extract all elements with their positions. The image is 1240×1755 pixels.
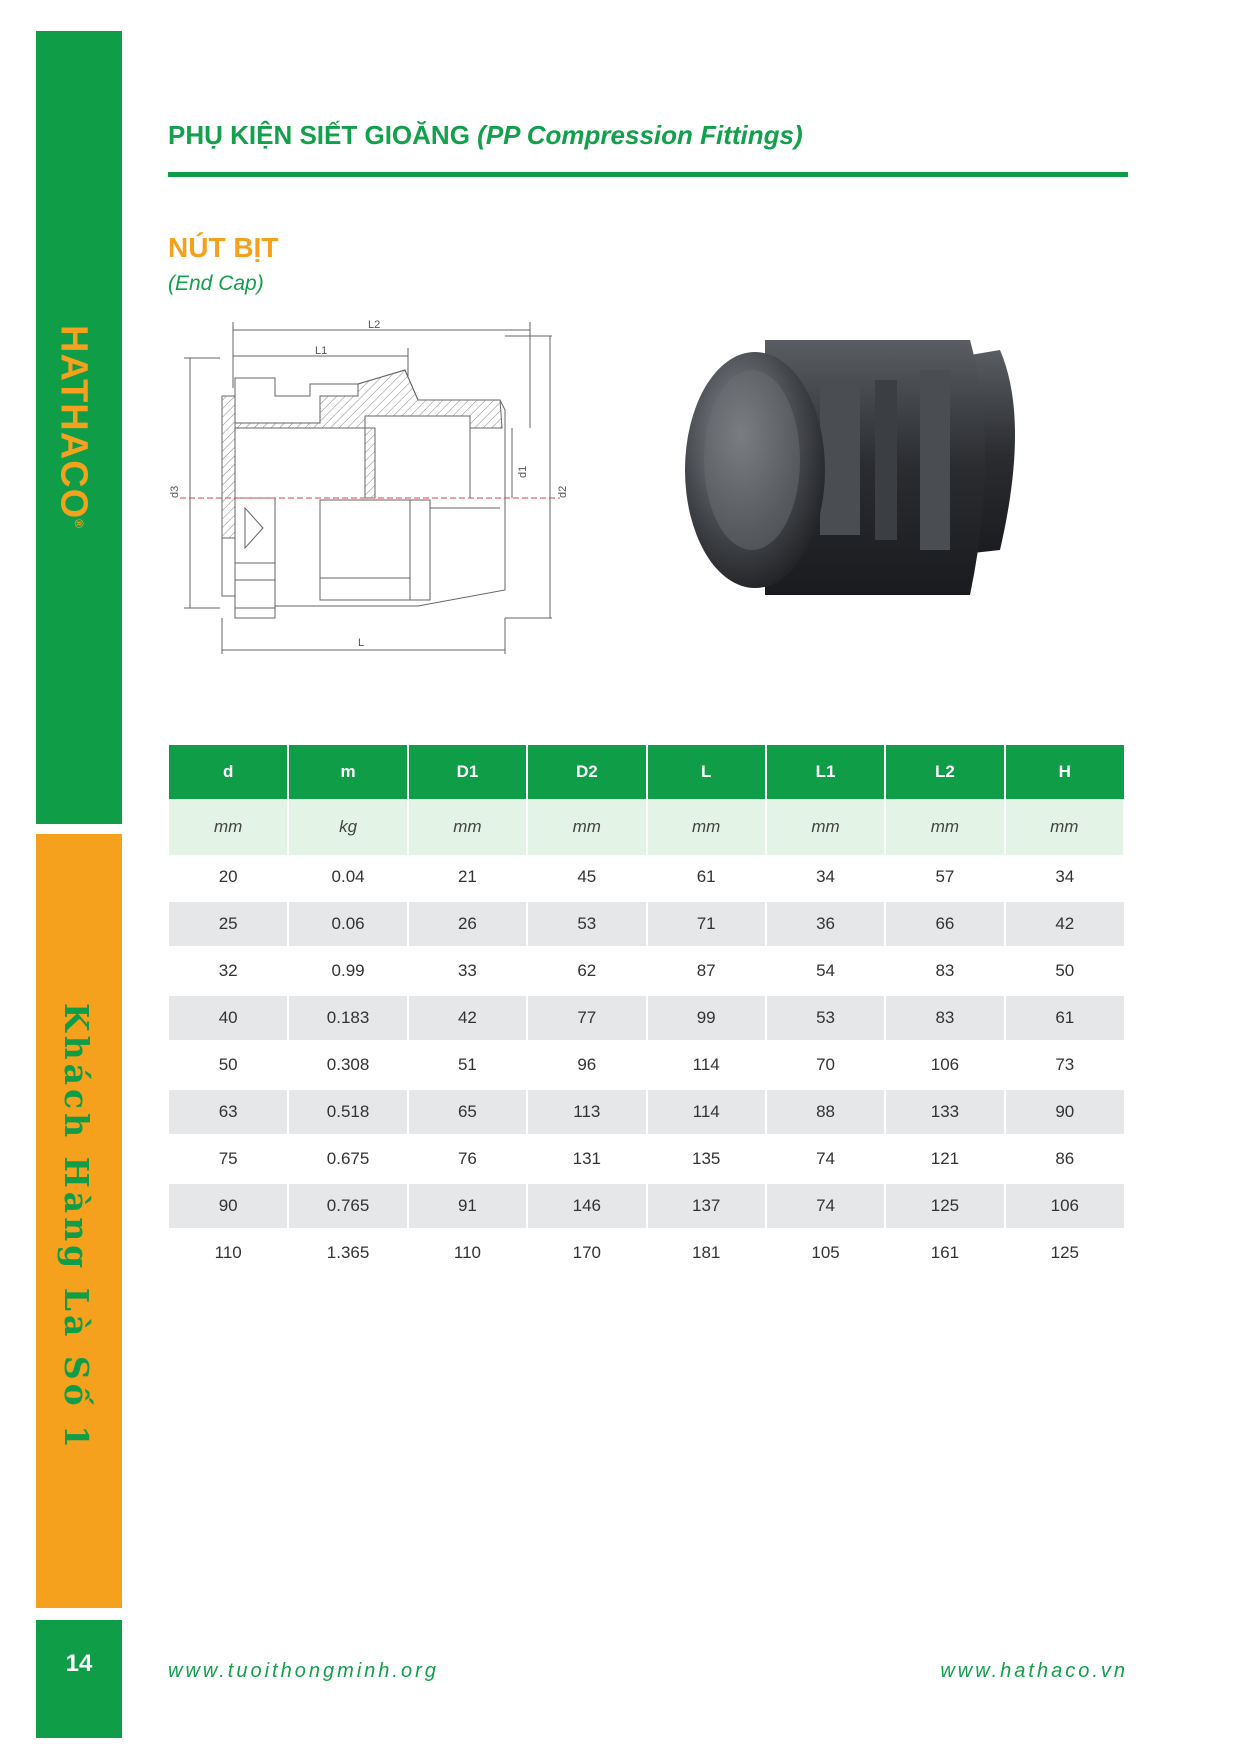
table-cell: 65: [408, 1089, 527, 1136]
table-row: [169, 995, 1124, 1042]
dim-label-d3: d3: [169, 485, 181, 498]
table-cell: 66: [885, 901, 1004, 948]
table-cell: 25: [169, 901, 288, 948]
table-row: [169, 1183, 1124, 1230]
table-cell: 181: [647, 1230, 766, 1277]
table-cell: 62: [527, 948, 646, 995]
col-header: L1: [766, 745, 885, 799]
table-cell: 146: [527, 1183, 646, 1230]
table-cell: 90: [1005, 1089, 1124, 1136]
table-header-row: [169, 745, 1124, 799]
table-cell: 83: [885, 948, 1004, 995]
table-cell: 74: [766, 1183, 885, 1230]
table-cell: 76: [408, 1136, 527, 1183]
unit-cell: mm: [1005, 799, 1124, 855]
table-cell: 61: [1005, 995, 1124, 1042]
unit-cell: mm: [169, 799, 288, 855]
end-cap-product-image: [670, 310, 1050, 610]
table-cell: 0.06: [288, 901, 407, 948]
sidebar-green-bottom: [36, 1620, 122, 1738]
table-cell: 121: [885, 1136, 1004, 1183]
table-row: [169, 1042, 1124, 1089]
table-cell: 125: [885, 1183, 1004, 1230]
product-name: NÚT BỊT: [168, 232, 279, 263]
table-row: [169, 1089, 1124, 1136]
unit-cell: mm: [408, 799, 527, 855]
table-cell: 53: [766, 995, 885, 1042]
unit-cell: mm: [527, 799, 646, 855]
footer-link-right[interactable]: www.hathaco.vn: [940, 1660, 1128, 1682]
table-cell: 54: [766, 948, 885, 995]
table-cell: 110: [169, 1230, 288, 1277]
brand-logo-vertical: HATHACO®: [52, 325, 95, 530]
table-cell: 50: [1005, 948, 1124, 995]
table-cell: 131: [527, 1136, 646, 1183]
table-cell: 125: [1005, 1230, 1124, 1277]
table-cell: 71: [647, 901, 766, 948]
table-cell: 36: [766, 901, 885, 948]
table-cell: 20: [169, 855, 288, 901]
table-cell: 61: [647, 855, 766, 901]
table-cell: 63: [169, 1089, 288, 1136]
table-cell: 21: [408, 855, 527, 901]
table-row: [169, 901, 1124, 948]
table-units-row: [169, 799, 1124, 855]
table-cell: 110: [408, 1230, 527, 1277]
table-row: [169, 1230, 1124, 1277]
col-header: L: [647, 745, 766, 799]
table-cell: 0.518: [288, 1089, 407, 1136]
unit-cell: mm: [766, 799, 885, 855]
table-cell: 114: [647, 1089, 766, 1136]
col-header: d: [169, 745, 288, 799]
dim-label-d1: d1: [517, 465, 529, 478]
table-cell: 133: [885, 1089, 1004, 1136]
table-cell: 74: [766, 1136, 885, 1183]
table-cell: 88: [766, 1089, 885, 1136]
technical-drawing: [160, 318, 580, 658]
table-cell: 51: [408, 1042, 527, 1089]
page-number: 14: [65, 1650, 93, 1677]
spec-table: [169, 745, 1125, 1278]
table-cell: 77: [527, 995, 646, 1042]
unit-cell: kg: [288, 799, 407, 855]
dim-label-l: L: [358, 637, 365, 649]
dim-label-l1: L1: [315, 345, 328, 357]
table-cell: 105: [766, 1230, 885, 1277]
table-cell: 99: [647, 995, 766, 1042]
table-cell: 0.99: [288, 948, 407, 995]
unit-cell: mm: [647, 799, 766, 855]
table-cell: 83: [885, 995, 1004, 1042]
table-cell: 87: [647, 948, 766, 995]
title-main: PHỤ KIỆN SIẾT GIOĂNG: [168, 120, 470, 150]
table-cell: 96: [527, 1042, 646, 1089]
col-header: D1: [408, 745, 527, 799]
table-cell: 70: [766, 1042, 885, 1089]
table-cell: 0.04: [288, 855, 407, 901]
table-cell: 0.308: [288, 1042, 407, 1089]
table-cell: 0.183: [288, 995, 407, 1042]
table-cell: 45: [527, 855, 646, 901]
table-cell: 114: [647, 1042, 766, 1089]
col-header: m: [288, 745, 407, 799]
table-cell: 50: [169, 1042, 288, 1089]
table-cell: 113: [527, 1089, 646, 1136]
table-row: [169, 855, 1124, 901]
table-cell: 86: [1005, 1136, 1124, 1183]
col-header: D2: [527, 745, 646, 799]
col-header: H: [1005, 745, 1124, 799]
table-cell: 75: [169, 1136, 288, 1183]
page-title: [168, 120, 803, 151]
slogan-vertical: Khách Hàng Là Số 1: [57, 1003, 96, 1453]
dim-label-d2: d2: [557, 485, 569, 498]
table-cell: 135: [647, 1136, 766, 1183]
table-cell: 106: [885, 1042, 1004, 1089]
table-row: [169, 948, 1124, 995]
table-cell: 161: [885, 1230, 1004, 1277]
dim-label-l2: L2: [368, 319, 381, 331]
table-cell: 42: [1005, 901, 1124, 948]
col-header: L2: [885, 745, 1004, 799]
table-body: [169, 855, 1124, 1277]
table-cell: 91: [408, 1183, 527, 1230]
table-cell: 32: [169, 948, 288, 995]
table-cell: 34: [1005, 855, 1124, 901]
table-cell: 90: [169, 1183, 288, 1230]
table-cell: 42: [408, 995, 527, 1042]
table-cell: 34: [766, 855, 885, 901]
table-cell: 170: [527, 1230, 646, 1277]
table-cell: 26: [408, 901, 527, 948]
table-cell: 0.765: [288, 1183, 407, 1230]
product-subtitle: (End Cap): [168, 272, 264, 295]
unit-cell: mm: [885, 799, 1004, 855]
table-cell: 73: [1005, 1042, 1124, 1089]
table-cell: 1.365: [288, 1230, 407, 1277]
title-divider: [168, 172, 1128, 177]
table-cell: 53: [527, 901, 646, 948]
footer-link-left[interactable]: www.tuoithongminh.org: [168, 1660, 439, 1682]
table-cell: 33: [408, 948, 527, 995]
table-cell: 137: [647, 1183, 766, 1230]
table-cell: 106: [1005, 1183, 1124, 1230]
table-cell: 0.675: [288, 1136, 407, 1183]
table-row: [169, 1136, 1124, 1183]
table-cell: 57: [885, 855, 1004, 901]
title-sub: (PP Compression Fittings): [477, 120, 803, 150]
table-cell: 40: [169, 995, 288, 1042]
